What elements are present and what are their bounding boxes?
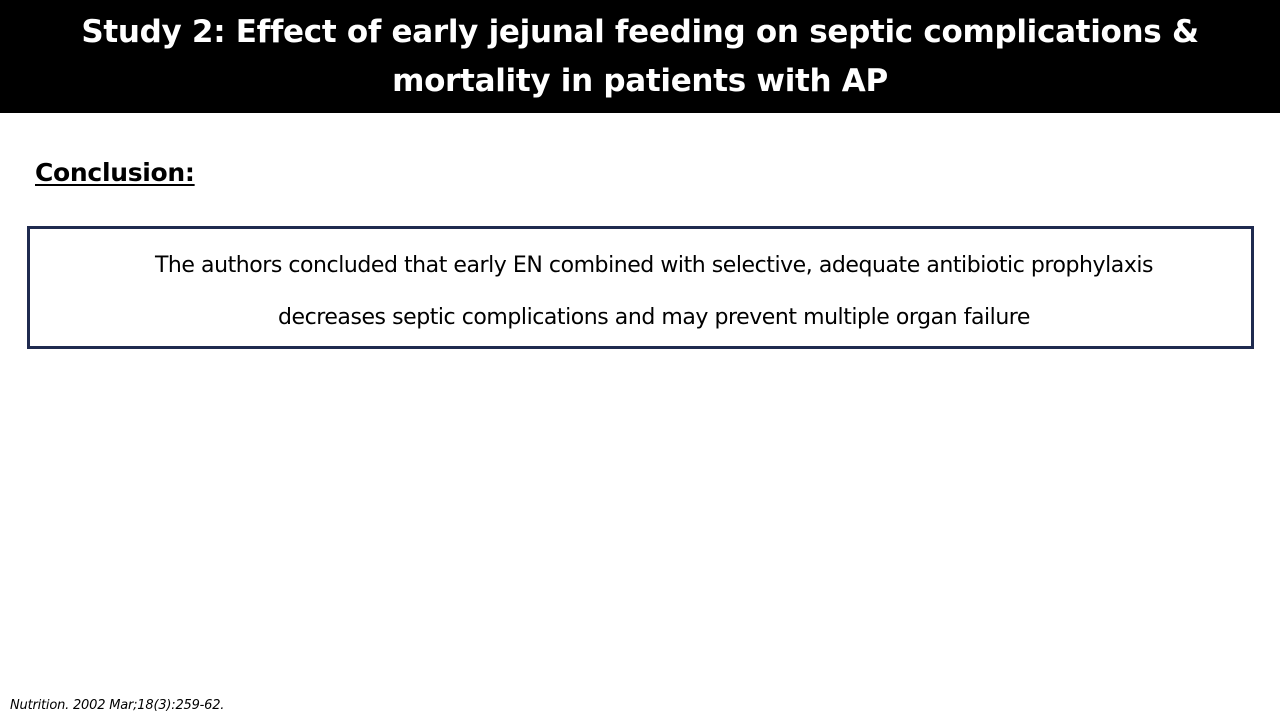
citation: Nutrition. 2002 Mar;18(3):259-62. (10, 698, 225, 713)
slide-title (20, 8, 1260, 106)
conclusion-text (30, 240, 1278, 344)
conclusion-line-1: The authors concluded that early EN combined with selective, adequate antibiotic prophylaxis (154, 253, 1154, 278)
slide-title-line-1: Study 2: Effect of early jejunal feeding on septic complications & (81, 13, 1199, 50)
slide-title-line-2: mortality in patients with AP (392, 62, 888, 99)
conclusion-heading: Conclusion: (35, 158, 195, 187)
conclusion-box (27, 226, 1254, 349)
conclusion-line-2: decreases septic complications and may prevent multiple organ failure (277, 305, 1031, 330)
title-bar (0, 0, 1280, 113)
